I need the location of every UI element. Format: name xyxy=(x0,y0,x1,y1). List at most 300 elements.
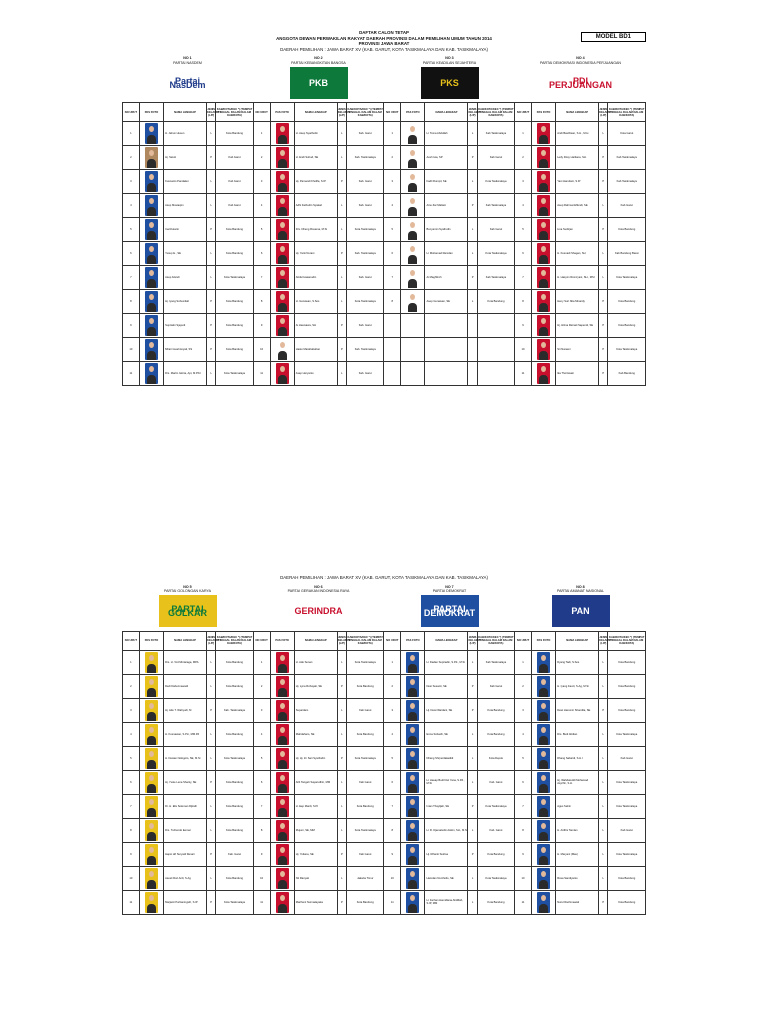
candidate-number: 9 xyxy=(123,842,140,866)
portrait-image xyxy=(406,820,419,841)
candidate-photo xyxy=(531,266,555,290)
candidate-name: Asep Heryanto xyxy=(294,362,337,386)
portrait-image xyxy=(537,652,550,673)
candidate-city: Kab Tasikmalaya xyxy=(477,650,514,674)
candidate-photo xyxy=(531,650,555,674)
candidate-photo xyxy=(139,746,163,770)
candidate-photo xyxy=(270,842,294,866)
party-number: NO 7 xyxy=(445,584,454,589)
candidate-number: 4 xyxy=(253,194,270,218)
candidate-name: Hj. Ade T. Wahyudi, M xyxy=(164,698,207,722)
candidate-number: 2 xyxy=(123,146,140,170)
candidate-gender: L xyxy=(337,770,346,794)
candidate-photo xyxy=(139,650,163,674)
candidate-city: Kota Tasikmalaya xyxy=(216,746,253,770)
candidate-number: 2 xyxy=(515,674,532,698)
candidate-city: Kota Tasikmalaya xyxy=(347,650,384,674)
column-header: NAMA LENGKAP xyxy=(294,631,337,650)
portrait-image xyxy=(276,868,289,889)
candidate-name: Mhari Guarintoyati, SS xyxy=(164,338,207,362)
candidate-name: Andi Basthisan, S.H., M.H. xyxy=(556,122,599,146)
party-number: NO 1 xyxy=(183,56,192,61)
portrait-image xyxy=(406,291,419,312)
candidate-photo xyxy=(531,722,555,746)
portrait-image xyxy=(145,219,158,240)
candidate-name: Fadli Rumpil, SE xyxy=(425,170,468,194)
candidate-photo xyxy=(531,818,555,842)
first-page xyxy=(122,30,646,386)
candidate-gender: P xyxy=(207,146,216,170)
table-row xyxy=(123,194,646,218)
portrait-image xyxy=(276,844,289,865)
candidate-photo xyxy=(270,794,294,818)
candidate-photo xyxy=(401,650,425,674)
column-header: KAB/KOTA/KEC *) (TEMPAT TINGGAL DALAM DALAM KAB/KOTA) xyxy=(347,631,384,650)
candidate-city xyxy=(477,314,514,338)
candidate-photo xyxy=(139,698,163,722)
candidate-number: 11 xyxy=(123,362,140,386)
candidate-photo xyxy=(139,722,163,746)
candidate-gender: L xyxy=(468,650,477,674)
portrait-image xyxy=(537,892,550,913)
candidate-number xyxy=(384,362,401,386)
candidate-photo xyxy=(139,338,163,362)
candidate-photo xyxy=(531,698,555,722)
candidate-gender: L xyxy=(468,866,477,890)
candidate-name: Supardam xyxy=(294,698,337,722)
column-header: JENIS KELAMIN (L/P) xyxy=(468,103,477,122)
candidate-name: H. Eep Mardi, S.Pt xyxy=(294,794,337,818)
column-header: NAMA LENGKAP xyxy=(556,631,599,650)
candidate-number: 9 xyxy=(515,842,532,866)
candidate-city: Kota Bandung xyxy=(216,338,253,362)
candidate-number: 4 xyxy=(384,194,401,218)
candidate-number: 4 xyxy=(515,722,532,746)
candidate-city: Kab Garut xyxy=(608,194,646,218)
candidate-city: Kota Tasikmalaya xyxy=(608,770,646,794)
candidate-name: H. Ardhis Tamlan xyxy=(556,818,599,842)
candidate-gender: P xyxy=(468,674,477,698)
party-header xyxy=(515,56,646,102)
candidate-gender: P xyxy=(207,314,216,338)
document-title xyxy=(122,30,646,52)
candidate-city: Kota Bandung xyxy=(347,794,384,818)
candidate-city: Kab. Garut xyxy=(216,842,253,866)
candidate-gender xyxy=(468,338,477,362)
candidate-name: Hamdan Nurcholis, SE xyxy=(425,866,468,890)
candidate-number: 6 xyxy=(253,242,270,266)
candidate-city: Kab Garut xyxy=(216,146,253,170)
candidate-name: Hj. Hilma Retnati Sapendi, SE xyxy=(556,314,599,338)
candidate-city: Kab. Garut xyxy=(347,194,384,218)
candidate-city: Kota Bandung xyxy=(608,314,646,338)
portrait-image xyxy=(145,123,158,144)
candidate-name: H. Maryani (Mas) xyxy=(556,842,599,866)
candidate-name: Dewi Harumin Shandila, SE xyxy=(556,698,599,722)
candidate-name: Bunyamin Syafrudin xyxy=(425,218,468,242)
candidate-gender: L xyxy=(337,266,346,290)
candidate-city: Kota Bandung xyxy=(608,290,646,314)
party-logo-text: PARTAI GOLKAR xyxy=(168,603,207,618)
portrait-image xyxy=(537,796,550,817)
candidate-city: Kota Tasikmalaya xyxy=(477,794,514,818)
candidate-gender: P xyxy=(599,146,608,170)
candidate-name: Asep Rahmat Effendi, SE xyxy=(556,194,599,218)
party-name: PARTAI GOLONGAN KARYA xyxy=(164,588,211,593)
title-line-1: DAFTAR CALON TETAP xyxy=(359,30,409,35)
candidate-name: Hapsi Hrl Suryadi Renari xyxy=(164,842,207,866)
candidate-number: 10 xyxy=(123,338,140,362)
candidate-photo xyxy=(401,866,425,890)
portrait-image xyxy=(406,171,419,192)
candidate-city: Kota Bandung xyxy=(608,866,646,890)
candidate-photo xyxy=(139,674,163,698)
column-header: PAS FOTO xyxy=(401,103,425,122)
candidate-name: Asep Gunawan, SE xyxy=(425,290,468,314)
candidate-photo xyxy=(270,242,294,266)
party-header xyxy=(122,585,253,631)
portrait-image xyxy=(406,796,419,817)
portrait-image xyxy=(406,123,419,144)
portrait-image xyxy=(406,844,419,865)
portrait-image xyxy=(145,291,158,312)
candidate-city: Kab. Garut xyxy=(347,266,384,290)
candidate-name xyxy=(425,338,468,362)
candidate-gender: L xyxy=(468,722,477,746)
second-page xyxy=(122,575,646,915)
candidate-city: Kota Bandung xyxy=(608,218,646,242)
table-row xyxy=(123,890,646,914)
candidate-photo xyxy=(139,866,163,890)
portrait-image xyxy=(537,315,550,336)
candidate-name: Asep Afandi xyxy=(164,266,207,290)
candidate-name: H. Ade Senan xyxy=(294,650,337,674)
candidate-photo xyxy=(139,890,163,914)
candidate-number: 3 xyxy=(253,698,270,722)
candidate-name: Yusup E., SE xyxy=(164,242,207,266)
party-name: PARTAI AMANAT NASIONAL xyxy=(557,588,604,593)
party-logo-text: PARTAI DEMOKRAT xyxy=(423,603,476,618)
candidate-gender: P xyxy=(337,842,346,866)
candidate-photo xyxy=(270,650,294,674)
table-row xyxy=(123,314,646,338)
candidate-photo xyxy=(139,770,163,794)
portrait-image xyxy=(145,195,158,216)
table-row xyxy=(123,842,646,866)
candidate-gender: P xyxy=(337,746,346,770)
candidate-city: Kab Tasikmalaya xyxy=(608,170,646,194)
candidate-name: H. Kusnawan, S.Pd., MM.Pd xyxy=(164,722,207,746)
candidate-photo xyxy=(270,722,294,746)
candidate-name: Ainu Zar Maliani xyxy=(425,194,468,218)
candidate-city: Kota Tasikmalaya xyxy=(347,290,384,314)
model-badge: MODEL BD1 xyxy=(581,32,646,42)
portrait-image xyxy=(145,315,158,336)
candidate-photo xyxy=(270,890,294,914)
table-row xyxy=(123,338,646,362)
candidate-gender: P xyxy=(599,218,608,242)
column-header: PAS FOTO xyxy=(270,103,294,122)
candidate-number: 3 xyxy=(123,170,140,194)
portrait-image xyxy=(406,892,419,913)
candidate-photo xyxy=(401,674,425,698)
candidate-gender: L xyxy=(599,242,608,266)
portrait-image xyxy=(537,291,550,312)
candidate-name: Aceh Iwa, SP xyxy=(425,146,468,170)
candidate-number: 2 xyxy=(384,146,401,170)
candidate-gender: P xyxy=(337,314,346,338)
candidate-city: Kab. Garut xyxy=(477,818,514,842)
candidate-number: 8 xyxy=(123,290,140,314)
candidate-photo xyxy=(531,170,555,194)
candidate-gender: L xyxy=(337,650,346,674)
candidate-gender: L xyxy=(207,242,216,266)
candidate-name: Ai Hasnaiwa, SH xyxy=(294,314,337,338)
portrait-image xyxy=(145,724,158,745)
column-header: PAS FOTO xyxy=(531,103,555,122)
candidate-photo xyxy=(139,314,163,338)
candidate-number: 3 xyxy=(123,698,140,722)
candidate-name: Ahli Tangeh Sayarudhin, MM xyxy=(294,770,337,794)
candidate-name: Dyang Tadi, S.Sos xyxy=(556,650,599,674)
portrait-image xyxy=(145,147,158,168)
table-row xyxy=(123,722,646,746)
column-header: JENIS KELAMIN (L/P) xyxy=(207,103,216,122)
portrait-image xyxy=(537,748,550,769)
party-name: PARTAI KEBANGKITAN BANGSA xyxy=(291,60,346,65)
candidate-city: Kab Garut xyxy=(477,146,514,170)
column-header: JENIS KELAMIN (L/P) xyxy=(599,631,608,650)
candidate-number: 7 xyxy=(253,794,270,818)
portrait-image xyxy=(537,700,550,721)
candidate-city: Kota Tasikmalaya xyxy=(608,338,646,362)
candidate-photo xyxy=(401,722,425,746)
candidate-gender: L xyxy=(599,650,608,674)
candidate-name: Ledy Rosy Harliana, SH. xyxy=(556,146,599,170)
candidate-photo xyxy=(401,314,425,338)
candidate-number: 1 xyxy=(253,650,270,674)
candidate-gender: L xyxy=(207,170,216,194)
candidate-gender: L xyxy=(599,866,608,890)
candidate-gender: P xyxy=(337,170,346,194)
candidate-number: 1 xyxy=(253,122,270,146)
candidate-photo xyxy=(531,770,555,794)
candidate-city: Kota Bandung xyxy=(216,242,253,266)
candidate-number: 2 xyxy=(515,146,532,170)
candidate-photo xyxy=(139,842,163,866)
candidate-number: 11 xyxy=(253,362,270,386)
candidate-name: H. R. Djamaludin Asikin, SH., M.Si xyxy=(425,818,468,842)
candidate-photo xyxy=(139,242,163,266)
candidate-gender: P xyxy=(207,842,216,866)
candidate-photo xyxy=(401,842,425,866)
candidate-name: Hj. Lyna Rohayati, SE xyxy=(294,674,337,698)
candidate-name: Mujuni, SE, MM xyxy=(294,818,337,842)
candidate-name: Rosa Sandiyanto xyxy=(556,866,599,890)
portrait-image xyxy=(276,724,289,745)
candidate-photo xyxy=(139,794,163,818)
candidate-city: Kota Bandung xyxy=(477,842,514,866)
candidate-name: Adhi Fathudin Syakari xyxy=(294,194,337,218)
portrait-image xyxy=(145,844,158,865)
party-header xyxy=(253,585,384,631)
candidate-name: H. Farhan Hamidiana Abdillah, S.IP, MM xyxy=(425,890,468,914)
party-name: PARTAI DEMOKRAT xyxy=(432,588,467,593)
portrait-image xyxy=(145,652,158,673)
candidate-city: Kab Garut xyxy=(347,842,384,866)
candidate-city: Kota Tasikmalaya xyxy=(608,842,646,866)
candidate-photo xyxy=(401,242,425,266)
candidate-photo xyxy=(531,338,555,362)
portrait-image xyxy=(537,363,550,384)
portrait-image xyxy=(145,820,158,841)
table-row xyxy=(123,218,646,242)
candidate-number: 5 xyxy=(253,218,270,242)
candidate-name: Dr. H. Elis Soleman Djiksih xyxy=(164,794,207,818)
candidate-gender: P xyxy=(337,674,346,698)
candidate-number: 10 xyxy=(123,866,140,890)
portrait-image xyxy=(406,748,419,769)
column-header: PAS FOTO xyxy=(139,103,163,122)
candidate-number: 3 xyxy=(253,170,270,194)
candidate-number: 6 xyxy=(123,242,140,266)
table-row xyxy=(123,242,646,266)
candidate-photo xyxy=(531,362,555,386)
candidate-gender: L xyxy=(337,794,346,818)
column-header: JENIS KELAMIN (L/P) xyxy=(468,631,477,650)
second-title-line: DAERAH PEMILIHAN : JAWA BARAT XV (KAB. GARUT, KOTA TASIKMALAYA DAN KAB. TASIKMALAYA) xyxy=(280,575,488,580)
candidate-city: Kota Bandung xyxy=(477,290,514,314)
candidate-city xyxy=(477,362,514,386)
party-logo xyxy=(552,595,610,627)
candidate-number: 1 xyxy=(384,650,401,674)
portrait-image xyxy=(537,868,550,889)
candidate-photo xyxy=(139,170,163,194)
candidate-name: Yani Hamdani, S.IP xyxy=(556,170,599,194)
candidate-city: Kab Bandung xyxy=(608,362,646,386)
candidate-city: Kota Bandung xyxy=(216,314,253,338)
candidate-photo xyxy=(401,770,425,794)
candidate-photo xyxy=(401,746,425,770)
candidate-number: 2 xyxy=(123,674,140,698)
candidate-photo xyxy=(270,362,294,386)
candidate-number: 3 xyxy=(384,170,401,194)
candidate-city: Kab. Garut xyxy=(347,122,384,146)
candidate-city: Kab. Tasikmalaya xyxy=(216,698,253,722)
candidate-name: Intan Thaylijah, SE xyxy=(425,794,468,818)
candidate-city: Kota Bandung xyxy=(216,650,253,674)
portrait-image xyxy=(406,676,419,697)
candidate-photo xyxy=(401,818,425,842)
title-line-3: PROVINSI JAWA BARAT xyxy=(358,41,410,47)
candidate-gender: L xyxy=(207,362,216,386)
candidate-number: 5 xyxy=(123,218,140,242)
candidate-city: Kota Bandung xyxy=(477,698,514,722)
candidate-photo xyxy=(270,218,294,242)
candidate-name: H. Iyang Fauzi, S.Ag, M.Si xyxy=(556,674,599,698)
table-row xyxy=(123,866,646,890)
candidate-number: 4 xyxy=(253,722,270,746)
candidate-city: Kota Bandung xyxy=(608,890,646,914)
candidate-name: Agus Sahin xyxy=(556,794,599,818)
candidate-number: 5 xyxy=(384,218,401,242)
candidate-name: Ai Maghfiroh xyxy=(425,266,468,290)
party-logo xyxy=(421,595,479,627)
candidate-city: Kota Bandung xyxy=(216,122,253,146)
candidate-photo xyxy=(401,146,425,170)
portrait-image xyxy=(537,147,550,168)
candidate-city xyxy=(477,338,514,362)
candidate-name: Ika Thoriswati xyxy=(556,362,599,386)
candidate-city: Kota Bandung xyxy=(347,674,384,698)
party-header xyxy=(253,56,384,102)
candidate-gender: P xyxy=(599,338,608,362)
candidate-number: 4 xyxy=(123,194,140,218)
candidate-photo xyxy=(139,362,163,386)
candidate-gender xyxy=(468,362,477,386)
candidate-number: 10 xyxy=(515,338,532,362)
title-line-2: ANGGOTA DEWAN PERWAKILAN RAKYAT DAERAH PROVINSI DALAM PEMILIHAN UMUM TAHUN 2014 xyxy=(276,35,492,41)
candidate-city: Kab. Garut xyxy=(477,770,514,794)
column-header: NO URUT xyxy=(123,103,140,122)
portrait-image xyxy=(276,652,289,673)
candidate-number: 6 xyxy=(384,770,401,794)
candidate-city: Kab Garut xyxy=(477,218,514,242)
candidate-city: Kab Garut xyxy=(477,674,514,698)
column-header: NAMA LENGKAP xyxy=(164,631,207,650)
candidate-city: Kab Garut xyxy=(347,698,384,722)
party-number: NO 6 xyxy=(314,584,323,589)
party-number: NO 8 xyxy=(576,584,585,589)
portrait-image xyxy=(276,171,289,192)
party-logos-row-2 xyxy=(122,585,646,631)
party-logo-text: PKB xyxy=(308,77,328,88)
candidate-number: 8 xyxy=(253,818,270,842)
portrait-image xyxy=(145,171,158,192)
candidate-name: Ina Rukanti xyxy=(164,218,207,242)
candidate-city: Kab. Tasikmalaya xyxy=(347,146,384,170)
portrait-image xyxy=(145,676,158,697)
column-header: PAS FOTO xyxy=(139,631,163,650)
portrait-image xyxy=(276,363,289,384)
candidate-name: H. Toma Abdullah xyxy=(425,122,468,146)
table-row xyxy=(123,266,646,290)
portrait-image xyxy=(145,339,158,360)
candidate-gender: L xyxy=(468,170,477,194)
candidate-photo xyxy=(270,170,294,194)
candidate-number: 6 xyxy=(515,770,532,794)
party-number: NO 4 xyxy=(576,56,585,61)
candidate-gender: P xyxy=(468,194,477,218)
candidate-gender: P xyxy=(207,290,216,314)
party-logo-text: PKS xyxy=(440,77,459,88)
candidate-gender: L xyxy=(207,194,216,218)
column-header: NAMA LENGKAP xyxy=(294,103,337,122)
portrait-image xyxy=(276,219,289,240)
column-header: JENIS KELAMIN (L/P) xyxy=(337,631,346,650)
candidate-number: 11 xyxy=(253,890,270,914)
candidate-city: Kota Bandung xyxy=(608,650,646,674)
candidate-photo xyxy=(531,314,555,338)
candidate-city: Kab Garut xyxy=(216,194,253,218)
candidate-number: 8 xyxy=(253,290,270,314)
candidate-gender: P xyxy=(207,770,216,794)
portrait-image xyxy=(406,219,419,240)
candidate-photo xyxy=(270,698,294,722)
candidate-city: Kota Tasikmalaya xyxy=(347,818,384,842)
candidate-gender: P xyxy=(599,314,608,338)
portrait-image xyxy=(537,724,550,745)
